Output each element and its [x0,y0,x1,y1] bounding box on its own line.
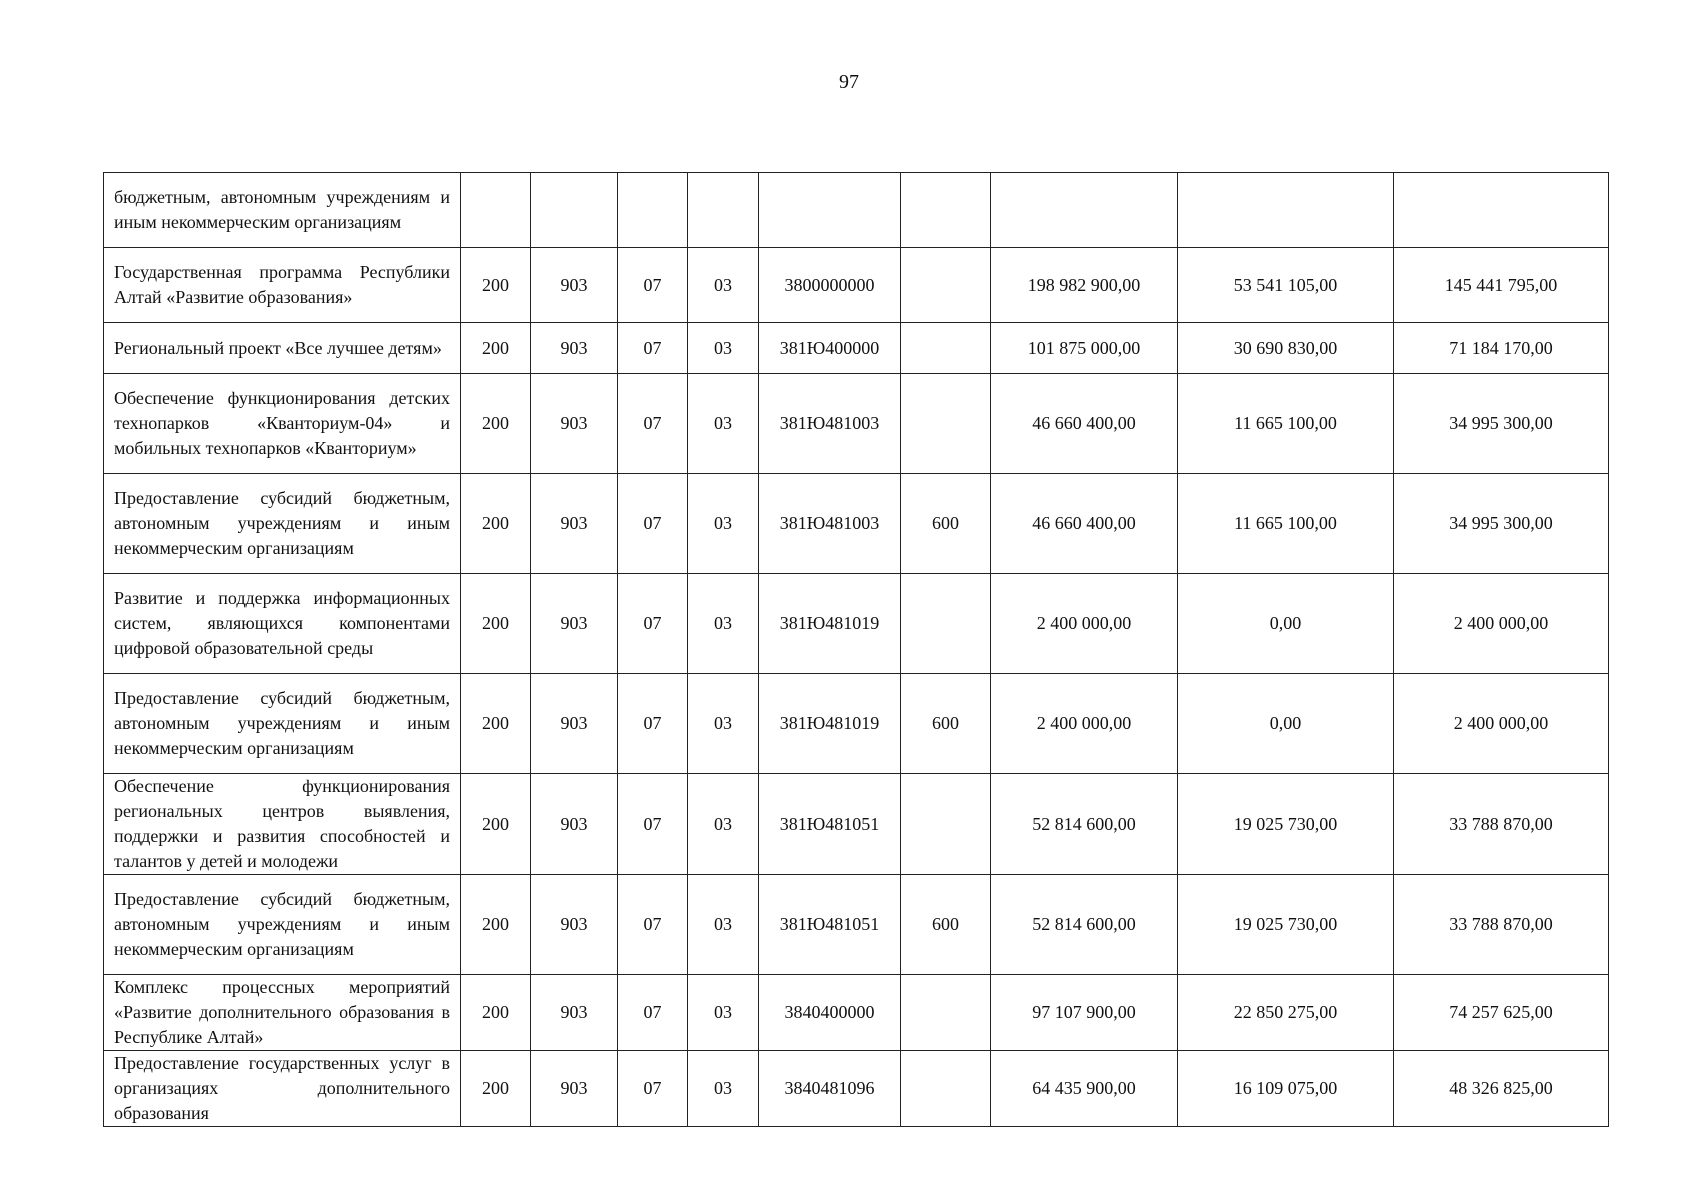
subsection-cell: 03 [688,574,759,674]
section-cell: 07 [618,774,688,875]
table-row [104,574,1609,674]
section-cell: 07 [618,248,688,323]
expense-type-cell [901,248,991,323]
code-903-cell: 903 [531,574,618,674]
target-article-cell: 381Ю481019 [759,574,901,674]
amount-federal-cell: 0,00 [1178,674,1394,774]
amount-federal-cell: 11 665 100,00 [1178,474,1394,574]
code-200-cell: 200 [461,574,531,674]
amount-regional-cell: 2 400 000,00 [1394,674,1609,774]
code-903-cell: 903 [531,1051,618,1127]
row-name-cell: Предоставление государственных услуг в организациях дополнительного образования [104,1051,461,1127]
subsection-cell: 03 [688,1051,759,1127]
subsection-cell [688,173,759,248]
amount-federal-cell: 22 850 275,00 [1178,975,1394,1051]
amount-federal-cell [1178,173,1394,248]
amount-regional-cell: 145 441 795,00 [1394,248,1609,323]
expense-type-cell [901,774,991,875]
target-article-cell [759,173,901,248]
code-200-cell: 200 [461,374,531,474]
table-row [104,975,1609,1051]
table-row [104,323,1609,374]
code-200-cell: 200 [461,248,531,323]
row-name-cell: Предоставление субсидий бюджетным, автономным учреждениям и иным некоммерческим организациям [104,875,461,975]
expense-type-cell [901,374,991,474]
section-cell: 07 [618,474,688,574]
code-200-cell: 200 [461,975,531,1051]
target-article-cell: 381Ю481051 [759,875,901,975]
table-row [104,674,1609,774]
code-200-cell: 200 [461,474,531,574]
code-903-cell: 903 [531,374,618,474]
section-cell: 07 [618,323,688,374]
amount-total-cell: 2 400 000,00 [991,574,1178,674]
amount-total-cell: 64 435 900,00 [991,1051,1178,1127]
code-903-cell: 903 [531,774,618,875]
amount-regional-cell: 48 326 825,00 [1394,1051,1609,1127]
subsection-cell: 03 [688,248,759,323]
amount-federal-cell: 19 025 730,00 [1178,875,1394,975]
target-article-cell: 381Ю400000 [759,323,901,374]
expense-type-cell [901,173,991,248]
target-article-cell: 381Ю481019 [759,674,901,774]
subsection-cell: 03 [688,774,759,875]
amount-total-cell: 52 814 600,00 [991,774,1178,875]
expense-type-cell: 600 [901,474,991,574]
amount-total-cell: 97 107 900,00 [991,975,1178,1051]
table-row [104,374,1609,474]
amount-regional-cell: 2 400 000,00 [1394,574,1609,674]
code-903-cell: 903 [531,323,618,374]
row-name-cell: Развитие и поддержка информационных систем, являющихся компонентами цифровой образовательной среды [104,574,461,674]
code-200-cell: 200 [461,875,531,975]
amount-total-cell: 52 814 600,00 [991,875,1178,975]
section-cell: 07 [618,574,688,674]
row-name-cell: бюджетным, автономным учреждениям и иным некоммерческим организациям [104,173,461,248]
page-number: 97 [839,71,859,93]
row-name-cell: Предоставление субсидий бюджетным, автономным учреждениям и иным некоммерческим организациям [104,474,461,574]
table-row [104,774,1609,875]
table-row [104,875,1609,975]
code-200-cell: 200 [461,323,531,374]
row-name-cell: Государственная программа Республики Алтай «Развитие образования» [104,248,461,323]
target-article-cell: 3800000000 [759,248,901,323]
amount-total-cell: 46 660 400,00 [991,474,1178,574]
code-200-cell: 200 [461,774,531,875]
amount-total-cell [991,173,1178,248]
section-cell [618,173,688,248]
expense-type-cell [901,1051,991,1127]
expense-type-cell: 600 [901,674,991,774]
code-200-cell: 200 [461,1051,531,1127]
table-row [104,474,1609,574]
amount-total-cell: 198 982 900,00 [991,248,1178,323]
row-name-cell: Региональный проект «Все лучшее детям» [104,323,461,374]
section-cell: 07 [618,674,688,774]
amount-federal-cell: 16 109 075,00 [1178,1051,1394,1127]
subsection-cell: 03 [688,975,759,1051]
budget-table [103,172,1609,1127]
subsection-cell: 03 [688,875,759,975]
amount-federal-cell: 11 665 100,00 [1178,374,1394,474]
amount-total-cell: 46 660 400,00 [991,374,1178,474]
row-name-cell: Комплекс процессных мероприятий «Развитие дополнительного образования в Республике Алтай» [104,975,461,1051]
expense-type-cell: 600 [901,875,991,975]
table-row [104,1051,1609,1127]
amount-regional-cell: 33 788 870,00 [1394,875,1609,975]
code-903-cell: 903 [531,474,618,574]
row-name-cell: Обеспечение функционирования детских технопарков «Кванториум-04» и мобильных технопарков «Кванториум» [104,374,461,474]
code-903-cell: 903 [531,248,618,323]
code-200-cell [461,173,531,248]
amount-regional-cell: 74 257 625,00 [1394,975,1609,1051]
target-article-cell: 381Ю481003 [759,374,901,474]
subsection-cell: 03 [688,474,759,574]
amount-federal-cell: 53 541 105,00 [1178,248,1394,323]
amount-total-cell: 101 875 000,00 [991,323,1178,374]
code-903-cell: 903 [531,674,618,774]
amount-regional-cell: 33 788 870,00 [1394,774,1609,875]
amount-regional-cell: 71 184 170,00 [1394,323,1609,374]
amount-federal-cell: 30 690 830,00 [1178,323,1394,374]
row-name-cell: Обеспечение функционирования региональных центров выявления, поддержки и развития способностей и талантов у детей и молодежи [104,774,461,875]
table-row [104,173,1609,248]
amount-regional-cell: 34 995 300,00 [1394,474,1609,574]
row-name-cell: Предоставление субсидий бюджетным, автономным учреждениям и иным некоммерческим организациям [104,674,461,774]
amount-regional-cell: 34 995 300,00 [1394,374,1609,474]
section-cell: 07 [618,1051,688,1127]
amount-federal-cell: 0,00 [1178,574,1394,674]
expense-type-cell [901,574,991,674]
code-200-cell: 200 [461,674,531,774]
table-row [104,248,1609,323]
code-903-cell: 903 [531,875,618,975]
section-cell: 07 [618,875,688,975]
code-903-cell: 903 [531,975,618,1051]
expense-type-cell [901,323,991,374]
amount-total-cell: 2 400 000,00 [991,674,1178,774]
target-article-cell: 3840481096 [759,1051,901,1127]
table-body [104,173,1609,1127]
section-cell: 07 [618,374,688,474]
amount-federal-cell: 19 025 730,00 [1178,774,1394,875]
subsection-cell: 03 [688,374,759,474]
target-article-cell: 381Ю481003 [759,474,901,574]
subsection-cell: 03 [688,323,759,374]
section-cell: 07 [618,975,688,1051]
target-article-cell: 3840400000 [759,975,901,1051]
code-903-cell [531,173,618,248]
amount-regional-cell [1394,173,1609,248]
expense-type-cell [901,975,991,1051]
subsection-cell: 03 [688,674,759,774]
target-article-cell: 381Ю481051 [759,774,901,875]
